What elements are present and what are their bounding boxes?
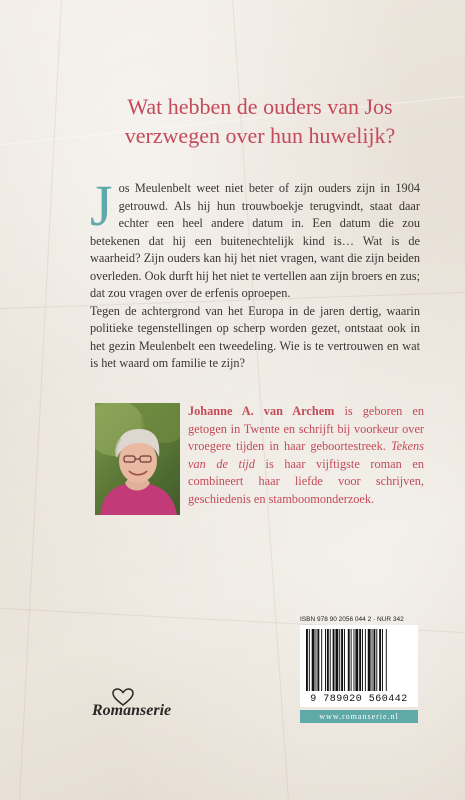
drop-cap: J — [90, 173, 113, 238]
author-bio-text-1: is geboren en getogen in Twente en schrijft bij voorkeur over vroegere tijden in haar geboortestreek. — [188, 404, 424, 453]
isbn-text: ISBN 978 90 2056 044 2 · NUR 342 — [300, 616, 404, 623]
headline-line-2: verzwegen over hun huwelijk? — [124, 123, 396, 148]
author-photo — [95, 403, 180, 515]
author-portrait-image — [95, 403, 180, 515]
blurb-paragraph-2: Tegen de achtergrond van het Europa in de jaren dertig, waarin politieke tegenstellingen op scherp worden gezet, ontstaat ook in het gezin Meulenbelt een tweedeling. Wie is te vertrouwen en wat is het waard om familie te zijn? — [90, 303, 420, 370]
author-name: Johanne A. van Archem — [188, 404, 335, 418]
website-label: www.romanserie.nl — [300, 710, 418, 723]
blurb — [90, 173, 420, 373]
barcode — [300, 625, 418, 707]
paper-crease — [19, 1, 62, 800]
blurb-paragraph-1-text: os Meulenbelt weet niet beter of zijn ouders zijn in 1904 getrouwd. Als hij hun trouwboekje terugvindt, staat daar echter een heel andere datum in. Een datum die zou betekenen dat hij een buitenechtelijk kind is… Wat is de waarheid? Zijn ouders kan hij het niet vragen, want die zijn beiden overleden. Ook durft hij het niet te vertellen aan zijn broers en zus; dat zou vragen over de erfenis oproepen. — [90, 181, 420, 300]
barcode-digits: 9 789020 560442 — [310, 694, 408, 705]
author-bio-text-2: is haar vijftigste roman en combineert haar liefde voor schrijven, geschiedenis en stamboomonderzoek. — [188, 456, 424, 506]
blurb-paragraph-1 — [90, 173, 420, 303]
headline — [95, 92, 425, 150]
publisher-logo-text: Romanserie — [92, 702, 172, 719]
author-bio — [188, 403, 424, 508]
book-title-mention: Tekens van de tijd — [188, 439, 424, 471]
barcode-bars — [304, 629, 414, 691]
headline-line-1: Wat hebben de ouders van Jos — [127, 94, 393, 119]
publisher-logo — [92, 688, 202, 728]
